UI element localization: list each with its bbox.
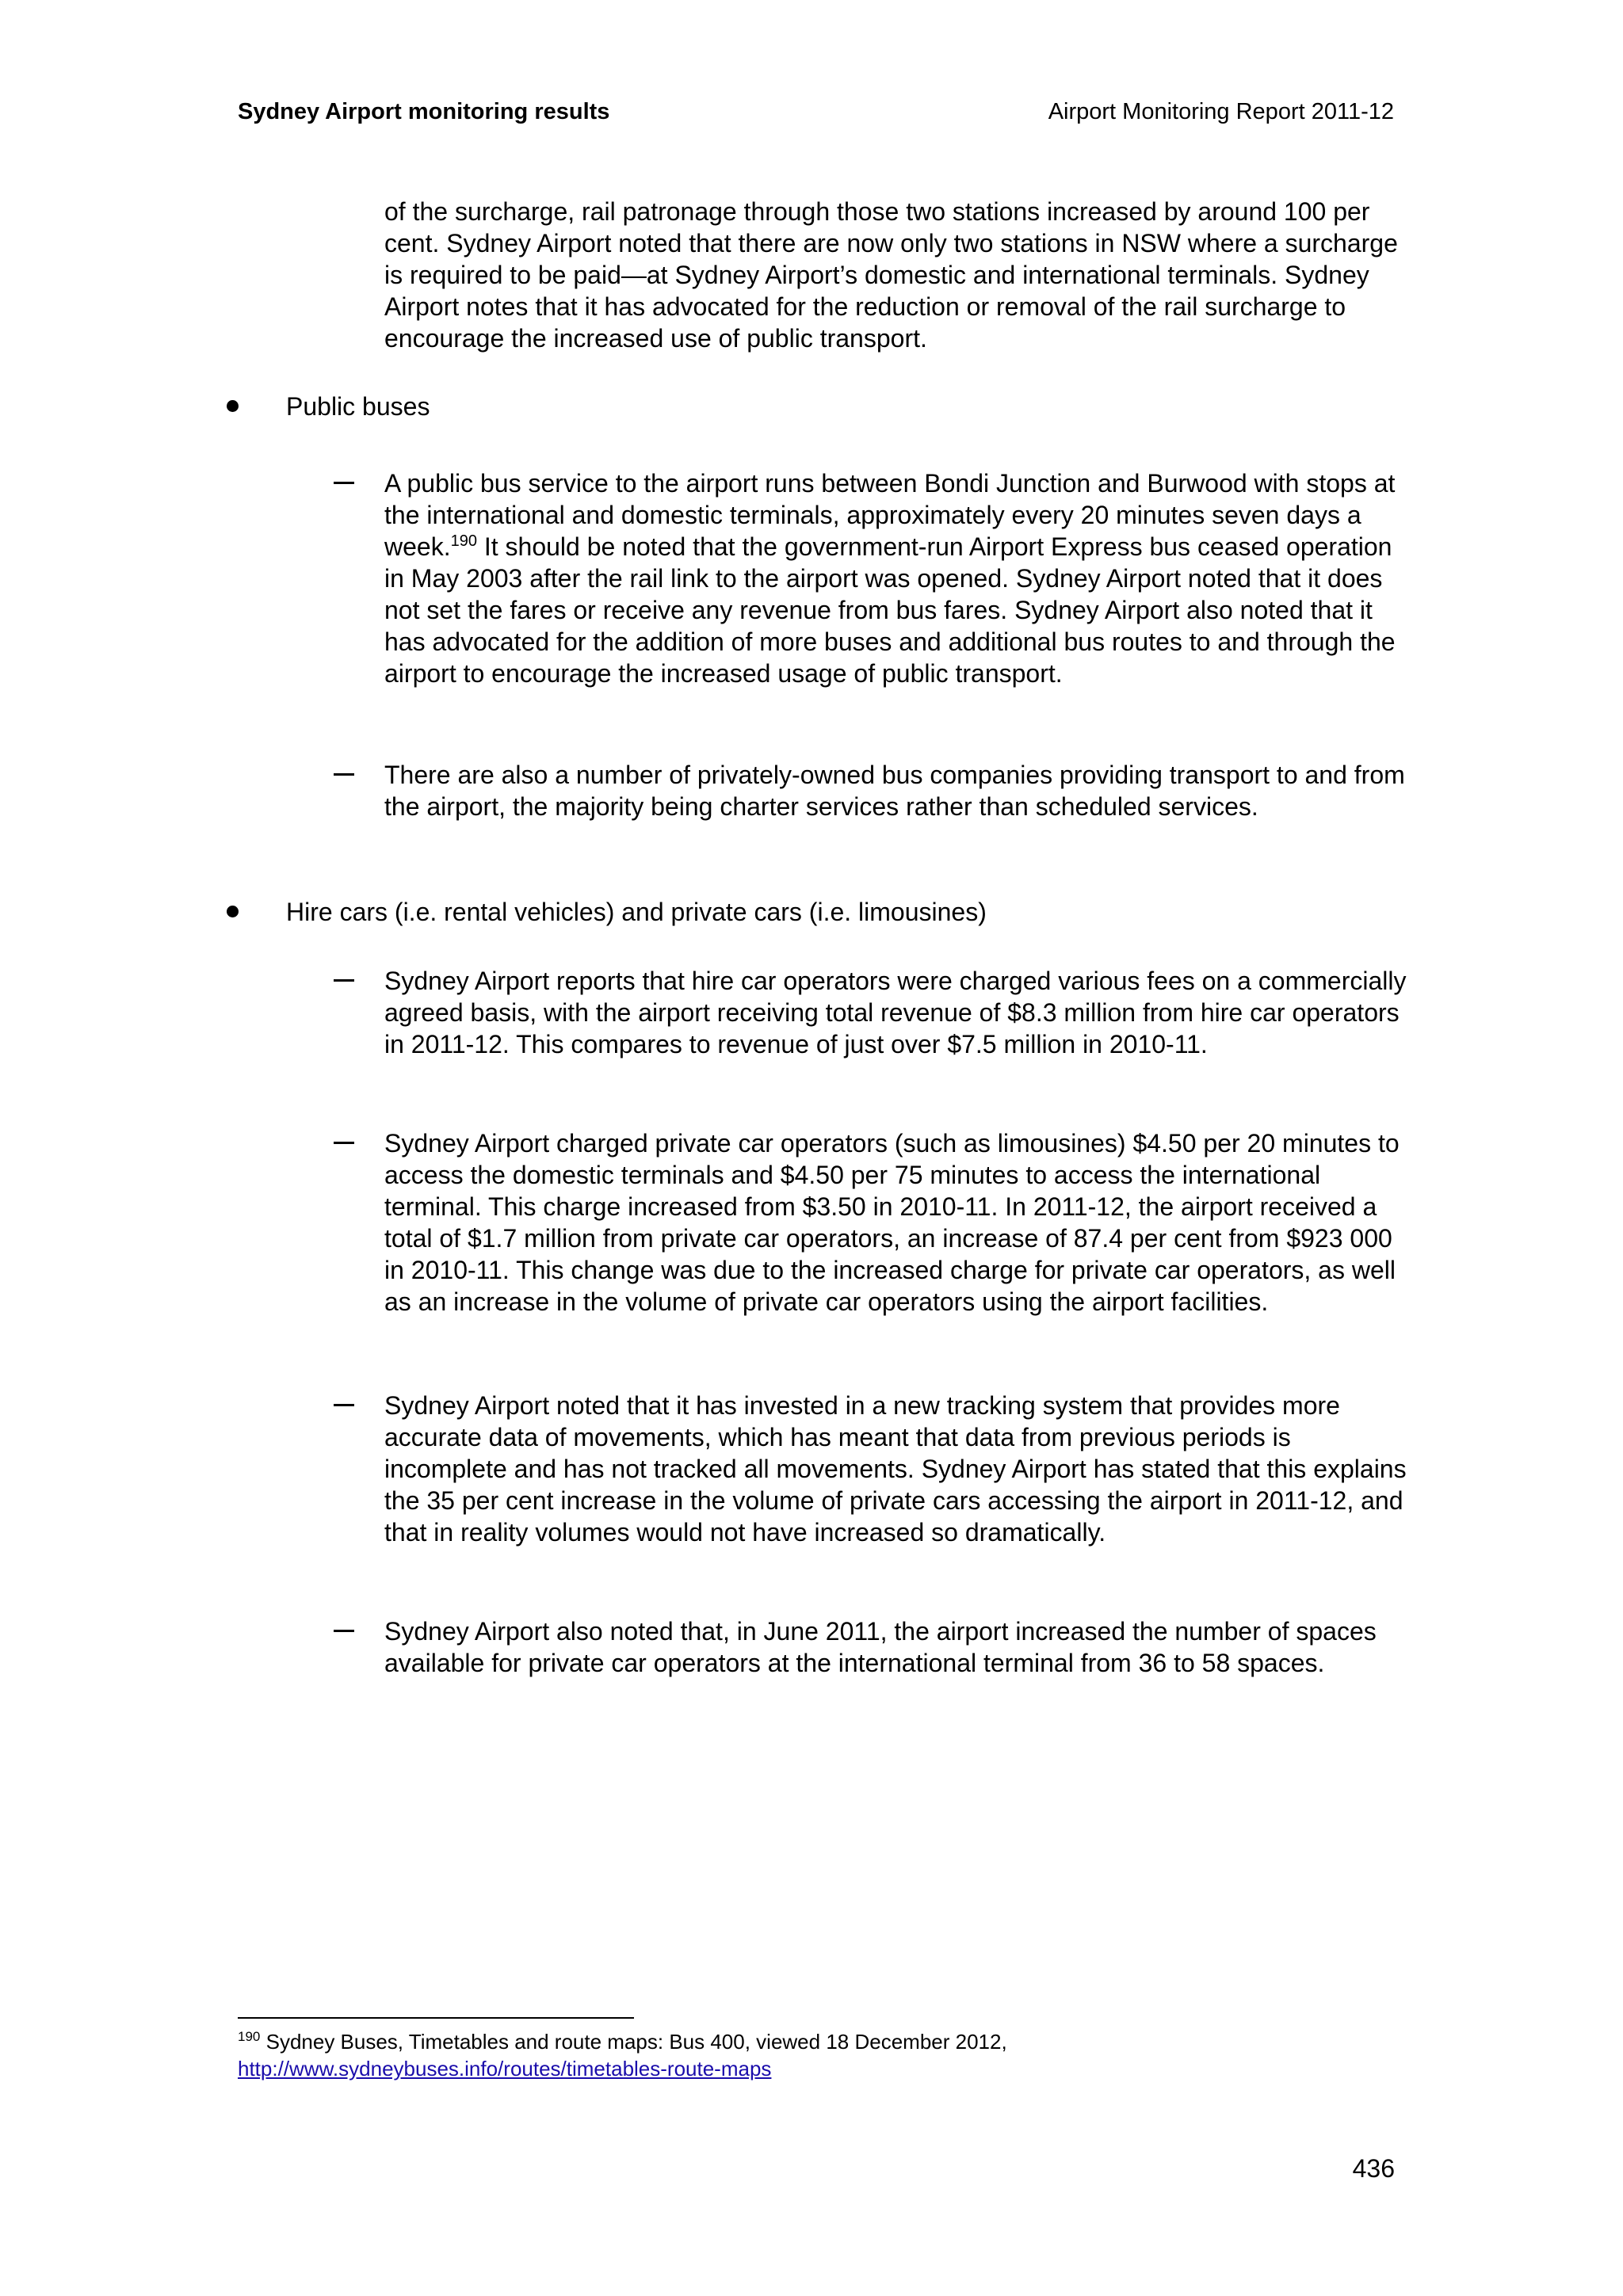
- footnote-link[interactable]: http://www.sydneybuses.info/routes/timetables-route-maps: [238, 2057, 772, 2081]
- dash-icon: [334, 1404, 354, 1406]
- bullet-hire-private-cars: Hire cars (i.e. rental vehicles) and private cars (i.e. limousines): [286, 898, 987, 926]
- page-number: 436: [1352, 2154, 1395, 2183]
- paragraph-rail-surcharge: of the surcharge, rail patronage through those two stations increased by around 100 per cent. Sydney Airport noted that there are now only two stations in NSW where a surcharge is required to be paid—at Sydney Airport’s domestic and international terminals. Sydney Airport notes that it has advocated for the reduction or removal of the rail surcharge to encourage the increased use of public transport.: [384, 197, 1398, 353]
- dash-icon: [334, 773, 354, 776]
- paragraph-private-bus-companies: There are also a number of privately-owned bus companies providing transport to and from the airport, the majority being charter services rather than scheduled services.: [384, 761, 1405, 821]
- paragraph-public-bus-service: [384, 467, 1415, 689]
- page-header-right: Airport Monitoring Report 2011-12: [1048, 99, 1394, 124]
- paragraph-tracking-system: Sydney Airport noted that it has invested in a new tracking system that provides more accurate data of movements, which has meant that data from previous periods is incomplete and has not tracked all movements. Sydney Airport has stated that this explains the 35 per cent increase in the volume of private cars accessing the airport in 2011-12, and that in reality volumes would not have increased so dramatically.: [384, 1391, 1407, 1547]
- footnote: [238, 2028, 1426, 2082]
- bullet-public-buses: Public buses: [286, 392, 430, 421]
- paragraph-private-car-charges: Sydney Airport charged private car operators (such as limousines) $4.50 per 20 minutes to access the domestic terminals and $4.50 per 75 minutes to access the international terminal. This charge increased from $3.50 in 2010-11. In 2011-12, the airport received a total of $1.7 million from private car operators, an increase of 87.4 per cent from $923 000 in 2010-11. This change was due to the increased charge for private car operators, as well as an increase in the volume of private car operators using the airport facilities.: [384, 1129, 1400, 1316]
- page-header-left: Sydney Airport monitoring results: [238, 99, 610, 124]
- footnote-number: 190: [238, 2029, 261, 2044]
- footnote-reference: 190: [450, 532, 477, 550]
- paragraph-hire-car-revenue: Sydney Airport reports that hire car operators were charged various fees on a commercially agreed basis, with the airport receiving total revenue of $8.3 million from hire car operators in 2011-12. This compares to revenue of just over $7.5 million in 2010-11.: [384, 967, 1407, 1058]
- bullet-dot-icon: [227, 906, 239, 917]
- paragraph-private-car-spaces: Sydney Airport also noted that, in June 2011, the airport increased the number of spaces available for private car operators at the international terminal from 36 to 58 spaces.: [384, 1617, 1377, 1677]
- footnote-text: Sydney Buses, Timetables and route maps: Bus 400, viewed 18 December 2012,: [260, 2030, 1007, 2054]
- footnote-separator: [238, 2017, 634, 2019]
- dash-icon: [334, 979, 354, 982]
- paragraph-public-bus-service-text-a: A public bus service to the airport runs between Bondi Junction and Burwood with stops at the international and domestic terminals, approximately every 20 minutes seven days a week.: [384, 469, 1396, 561]
- bullet-dot-icon: [227, 400, 239, 412]
- dash-icon: [334, 1630, 354, 1632]
- dash-icon: [334, 1142, 354, 1144]
- dash-icon: [334, 482, 354, 484]
- paragraph-public-bus-service-text-b: It should be noted that the government-run Airport Express bus ceased operation in May 2003 after the rail link to the airport was opened. Sydney Airport noted that it does not set the fares or receive any revenue from bus fares. Sydney Airport also noted that it has advocated for the addition of more buses and additional bus routes to and through the airport to encourage the increased usage of public transport.: [384, 532, 1396, 688]
